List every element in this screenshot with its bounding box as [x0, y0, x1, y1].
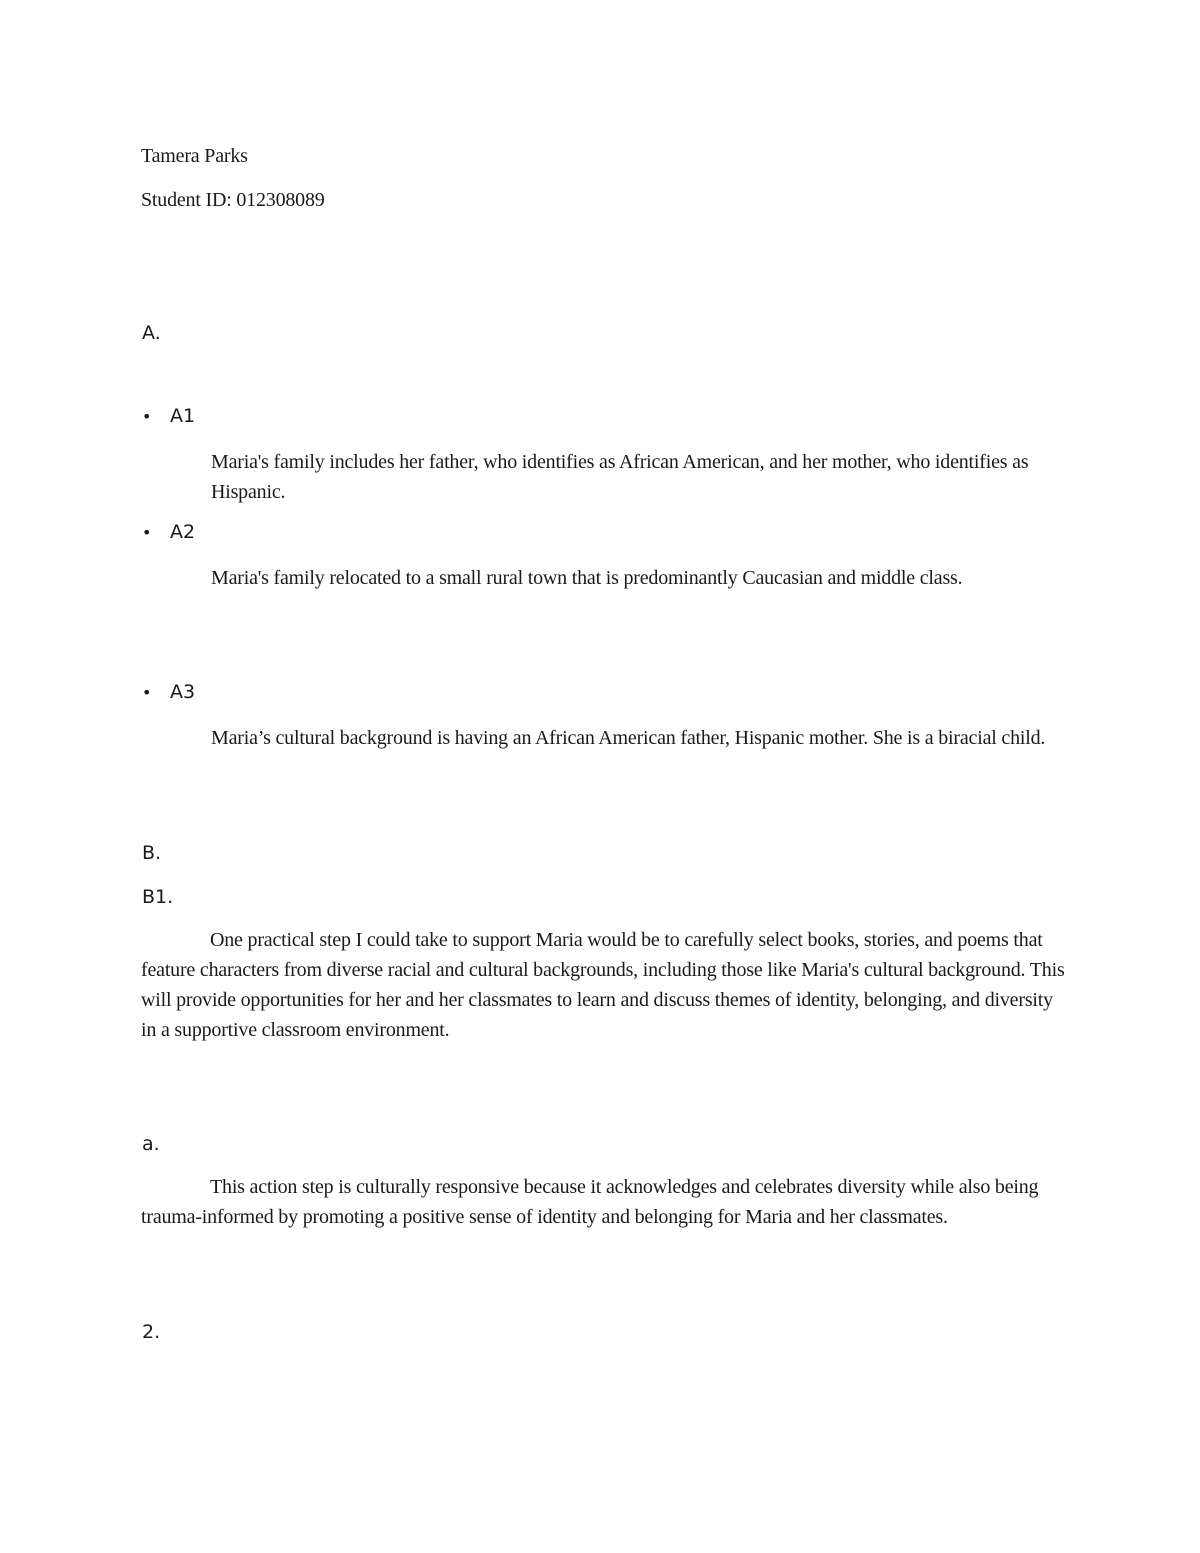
b1-heading: B1. [142, 886, 174, 908]
a-paragraph: This action step is culturally responsive because it acknowledges and celebrates diversity while also being trauma-informed by promoting a positive sense of identity and belonging for Maria and her classmates. [141, 1176, 1039, 1228]
bullet-icon: • [142, 407, 152, 426]
a2-label: A2 [170, 521, 196, 543]
a3-label: A3 [170, 681, 196, 703]
a-subheading: a. [142, 1133, 160, 1155]
section-a-heading: A. [142, 322, 161, 344]
two-heading: 2. [142, 1321, 161, 1343]
a3-text: Maria’s cultural background is having an African American father, Hispanic mother. She is a biracial child. [211, 727, 1046, 749]
a1-text: Maria's family includes her father, who identifies as African American, and her mother, who identifies as Hispanic. [211, 451, 1029, 503]
section-b-heading: B. [142, 842, 162, 864]
bullet-icon: • [142, 523, 152, 542]
b1-paragraph: One practical step I could take to support Maria would be to carefully select books, stories, and poems that feature characters from diverse racial and cultural backgrounds, including those like Maria's cultural background. This will provide opportunities for her and her classmates to learn and discuss themes of identity, belonging, and diversity in a supportive classroom environment. [141, 929, 1065, 1041]
author-name: Tamera Parks [141, 145, 248, 167]
bullet-icon: • [142, 683, 152, 702]
a1-label: A1 [170, 405, 196, 427]
a2-text: Maria's family relocated to a small rural town that is predominantly Caucasian and middle class. [211, 567, 963, 589]
student-id: Student ID: 012308089 [141, 189, 325, 211]
